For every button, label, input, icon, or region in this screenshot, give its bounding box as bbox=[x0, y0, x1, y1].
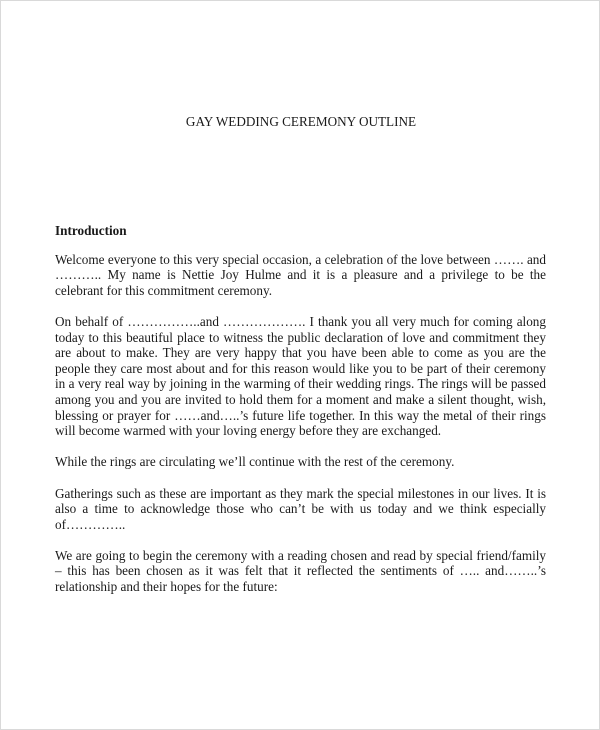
paragraph-on-behalf: On behalf of ……………..and ………………. I thank you all very much for coming along today to this beautiful place to witness the public declaration of love and commitment they are about to make. They are very happy that you have been able to come as you are the people they care most about and for this reason would like you to be part of their ceremony in a very real way by joining in the warming of their wedding rings. The rings will be passed among you and you are invited to hold them for a moment and make a silent thought, wish, blessing or prayer for ……and…..’s future life together. In this way the metal of their rings will become warmed with your loving energy before they are exchanged. bbox=[55, 313, 546, 439]
paragraph-rings-circulating: While the rings are circulating we’ll continue with the rest of the ceremony. bbox=[55, 454, 455, 470]
paragraph-reading: We are going to begin the ceremony with a reading chosen and read by special friend/family – this has been chosen as it was felt that it reflected the sentiments of ….. and……..’s relationship and their hopes for the future: bbox=[55, 547, 546, 595]
section-heading-introduction: Introduction bbox=[55, 223, 127, 238]
document-title: GAY WEDDING CEREMONY OUTLINE bbox=[185, 114, 417, 129]
document-body bbox=[55, 223, 546, 610]
paragraph-welcome: Welcome everyone to this very special occasion, a celebration of the love between ……. and ……….. My name is Nettie Joy Hulme and it is a pleasure and a privilege to be the celebrant for this commitment ceremony. bbox=[55, 251, 546, 298]
paragraph-gatherings: Gatherings such as these are important as they mark the special milestones in our lives. It is also a time to acknowledge those who can’t be with us today and we think especially of………….. bbox=[55, 485, 546, 532]
